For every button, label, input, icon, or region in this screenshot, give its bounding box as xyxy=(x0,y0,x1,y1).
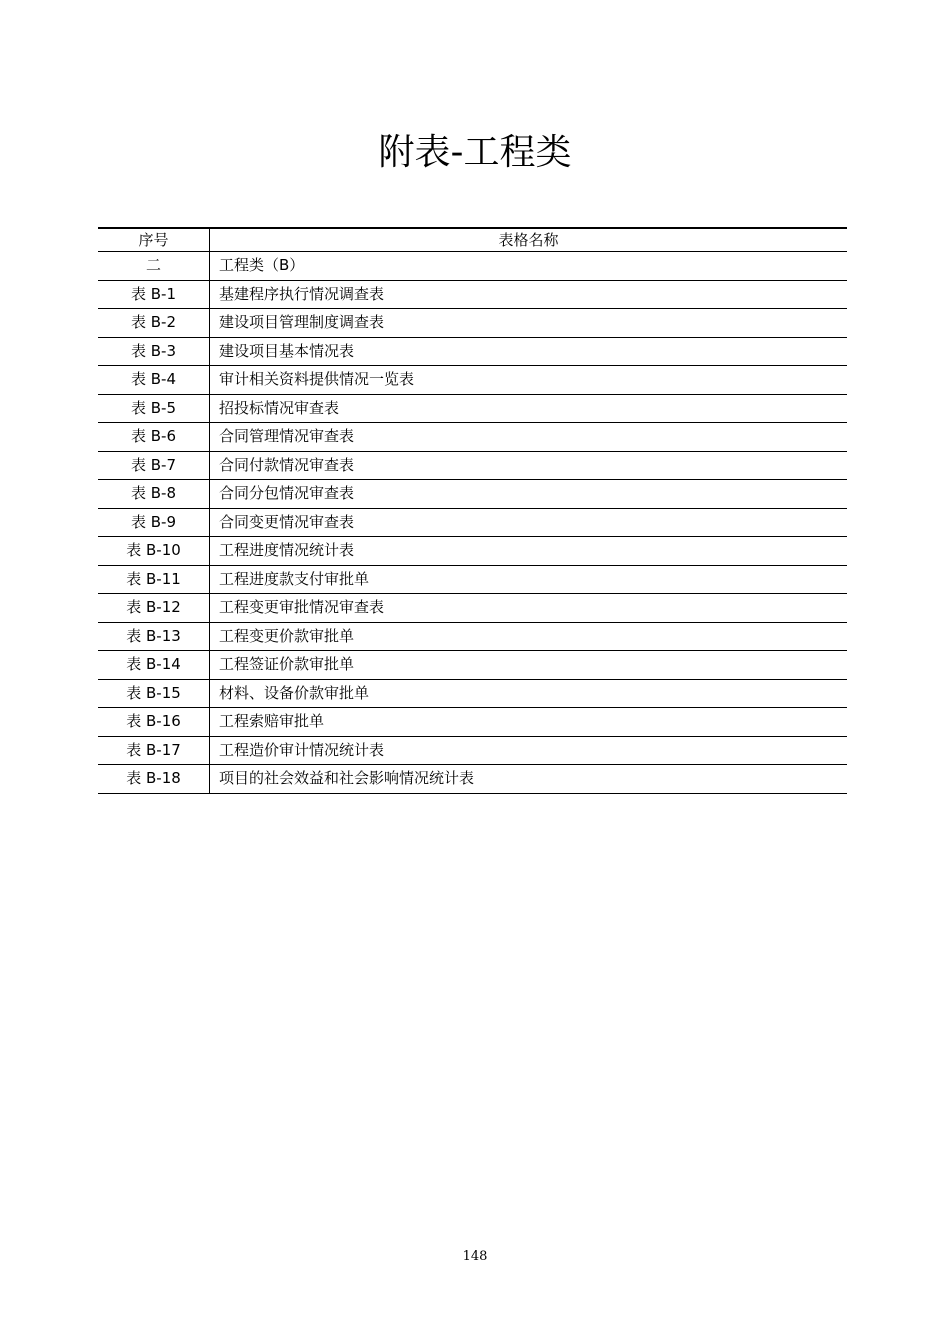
row-seq: 表 B-16 xyxy=(98,708,210,737)
table-body xyxy=(98,252,847,794)
table-row xyxy=(98,594,847,623)
row-name: 合同分包情况审查表 xyxy=(210,480,848,509)
row-name: 合同管理情况审查表 xyxy=(210,423,848,452)
appendix-index-table xyxy=(98,227,847,794)
row-name: 建设项目基本情况表 xyxy=(210,337,848,366)
table-row xyxy=(98,679,847,708)
row-seq: 表 B-3 xyxy=(98,337,210,366)
row-seq: 表 B-12 xyxy=(98,594,210,623)
table-row xyxy=(98,537,847,566)
table-row xyxy=(98,280,847,309)
row-seq: 表 B-18 xyxy=(98,765,210,794)
table-header-row xyxy=(98,228,847,252)
row-name: 工程变更价款审批单 xyxy=(210,622,848,651)
row-seq: 表 B-6 xyxy=(98,423,210,452)
table-row xyxy=(98,651,847,680)
page-title: 附表-工程类 xyxy=(378,132,572,173)
header-seq: 序号 xyxy=(98,228,210,252)
table-row xyxy=(98,565,847,594)
row-seq: 表 B-2 xyxy=(98,309,210,338)
table-row xyxy=(98,708,847,737)
row-name: 项目的社会效益和社会影响情况统计表 xyxy=(210,765,848,794)
table-row xyxy=(98,480,847,509)
table-row xyxy=(98,423,847,452)
row-seq: 表 B-11 xyxy=(98,565,210,594)
row-seq: 表 B-13 xyxy=(98,622,210,651)
row-name: 工程变更审批情况审查表 xyxy=(210,594,848,623)
row-seq: 表 B-5 xyxy=(98,394,210,423)
table-row xyxy=(98,451,847,480)
table-row xyxy=(98,765,847,794)
table-row xyxy=(98,394,847,423)
row-name: 基建程序执行情况调查表 xyxy=(210,280,848,309)
row-name: 工程索赔审批单 xyxy=(210,708,848,737)
row-name: 材料、设备价款审批单 xyxy=(210,679,848,708)
table-row xyxy=(98,366,847,395)
table-row xyxy=(98,508,847,537)
row-name: 合同付款情况审查表 xyxy=(210,451,848,480)
row-name: 工程签证价款审批单 xyxy=(210,651,848,680)
section-name: 工程类（B） xyxy=(210,252,848,281)
row-name: 招投标情况审查表 xyxy=(210,394,848,423)
page-number: 148 xyxy=(462,1249,488,1264)
row-name: 工程造价审计情况统计表 xyxy=(210,736,848,765)
row-seq: 表 B-10 xyxy=(98,537,210,566)
row-name: 建设项目管理制度调查表 xyxy=(210,309,848,338)
table-row xyxy=(98,736,847,765)
row-seq: 表 B-14 xyxy=(98,651,210,680)
row-name: 工程进度情况统计表 xyxy=(210,537,848,566)
row-seq: 表 B-7 xyxy=(98,451,210,480)
table-row xyxy=(98,622,847,651)
row-seq: 表 B-9 xyxy=(98,508,210,537)
row-seq: 表 B-17 xyxy=(98,736,210,765)
row-seq: 表 B-8 xyxy=(98,480,210,509)
section-seq: 二 xyxy=(98,252,210,281)
header-name: 表格名称 xyxy=(210,228,848,252)
row-name: 审计相关资料提供情况一览表 xyxy=(210,366,848,395)
section-row xyxy=(98,252,847,281)
table-row xyxy=(98,309,847,338)
row-name: 合同变更情况审查表 xyxy=(210,508,848,537)
row-seq: 表 B-1 xyxy=(98,280,210,309)
row-seq: 表 B-4 xyxy=(98,366,210,395)
table-row xyxy=(98,337,847,366)
row-seq: 表 B-15 xyxy=(98,679,210,708)
row-name: 工程进度款支付审批单 xyxy=(210,565,848,594)
